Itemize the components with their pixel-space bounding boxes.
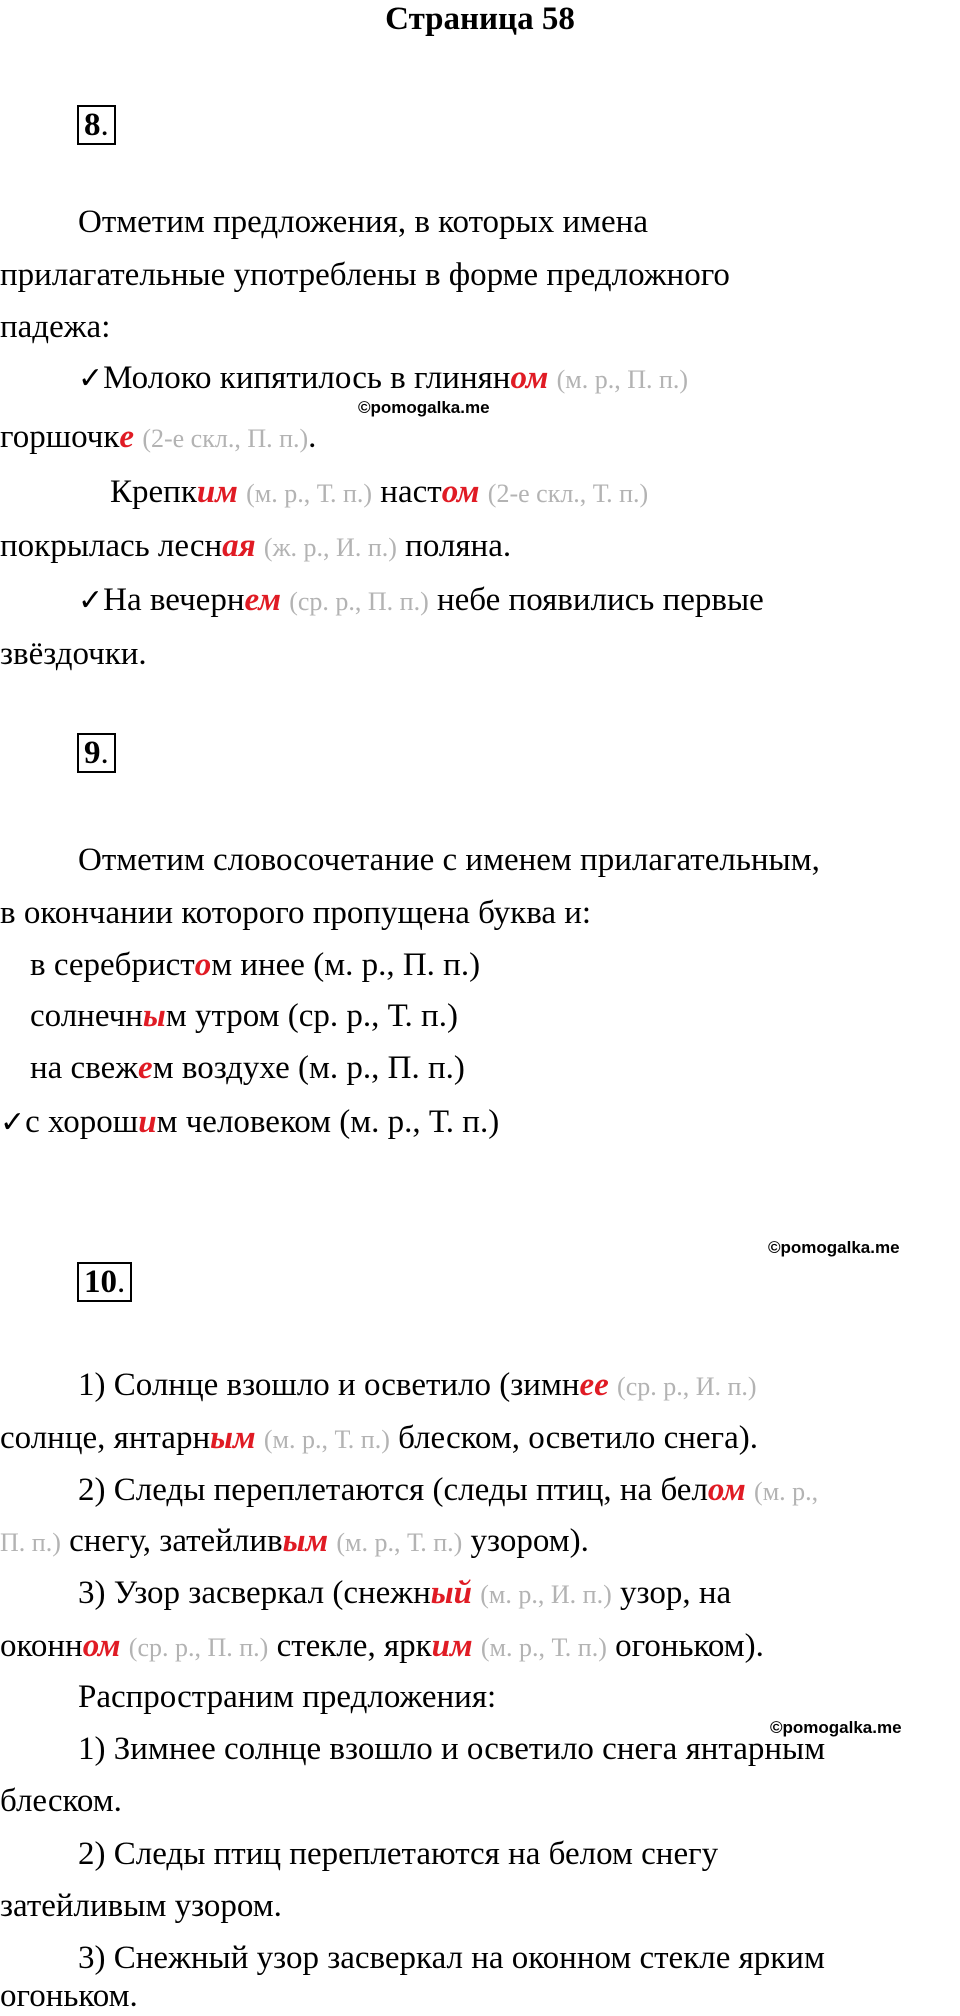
task-8-sentence-3-line-1: ✓На вечернем (ср. р., П. п.) небе появились первые [78,582,764,618]
task-10-line-10: 2) Следы птиц переплетаются на белом снегу [78,1836,719,1872]
task-10-line-5: 3) Узор засверкал (снежный (м. р., И. п.) узор, на [78,1575,732,1611]
task-9-option-3: на свежем воздухе (м. р., П. п.) [30,1050,465,1086]
grammar-note: (ср. р., П. п.) [128,1633,269,1662]
task-8-sentence-2-line-2: покрылась лесная (ж. р., И. п.) поляна. [0,528,512,564]
task-8-sentence-3-line-2: звёздочки. [0,636,147,672]
adjective-ending: ым [282,1523,329,1559]
grammar-note: (ср. р., И. п.) [617,1372,757,1401]
task-8-sentence-2-line-1: Крепким (м. р., Т. п.) настом (2-е скл., Т. п.) [110,474,649,510]
adjective-ending: ем [244,582,281,618]
adjective-ending: им [431,1628,473,1664]
task-10-line-13: огоньком. [0,1978,138,2014]
task-10-number-box: 10. [77,1262,132,1302]
grammar-note: (м. р., Т. п.) [263,1425,390,1454]
task-10-line-8: 1) Зимнее солнце взошло и осветило снега янтарным [78,1731,826,1767]
task-10-line-3: 2) Следы переплетаются (следы птиц, на белом (м. р., [78,1472,819,1508]
task-10-line-12: 3) Снежный узор засверкал на оконном стекле ярким [78,1940,825,1976]
grammar-note: (м. р., П. п.) [556,365,689,394]
adjective-ending: им [196,474,238,510]
checkmark-icon: ✓ [0,1105,26,1140]
grammar-note: П. п.) [0,1528,61,1557]
task-10-line-2: солнце, янтарным (м. р., Т. п.) блеском, осветило снега). [0,1420,758,1456]
task-10-line-4: П. п.) снегу, затейливым (м. р., Т. п.) узором). [0,1523,589,1559]
watermark: ©pomogalka.me [770,1718,902,1737]
watermark: ©pomogalka.me [768,1238,900,1257]
adjective-ending: ом [441,474,480,510]
grammar-note: (2-е скл., П. п.) [142,424,309,453]
grammar-note: (м. р., Т. п.) [246,479,373,508]
task-9-number: 9 [84,735,101,771]
task-8-number-box: 8. [77,105,116,145]
task-9-option-1: в серебристом инее (м. р., П. п.) [30,947,481,983]
task-10-line-11: затейливым узором. [0,1888,282,1924]
grammar-note: (ср. р., П. п.) [289,587,429,616]
adjective-ending: е [119,419,135,455]
grammar-note: (ж. р., И. п.) [263,533,397,562]
task-8-sentence-1-line-2: горшочке (2-е скл., П. п.). [0,419,317,455]
task-10-line-6: оконном (ср. р., П. п.) стекле, ярким (м. р., Т. п.) огоньком). [0,1628,764,1664]
adjective-ending: о [194,947,212,983]
page-title: Страница 58 [385,1,575,37]
adjective-ending: е [138,1050,153,1086]
task-9-intro-line-2: в окончании которого пропущена буква и: [0,895,592,931]
task-8-intro-line-1: Отметим предложения, в которых имена [78,204,648,240]
adjective-ending: и [138,1104,157,1140]
grammar-note: (м. р., [754,1477,819,1506]
task-10-line-7: Распространим предложения: [78,1679,497,1715]
grammar-note: (м. р., И. п.) [480,1580,612,1609]
task-9-number-box: 9. [77,733,116,773]
adjective-ending: ый [430,1575,473,1611]
task-8-intro-line-2: прилагательные употреблены в форме предложного [0,257,730,293]
adjective-ending: ая [222,528,256,564]
grammar-note: (м. р., Т. п.) [336,1528,463,1557]
grammar-note: (м. р., Т. п.) [480,1633,607,1662]
adjective-ending: ым [210,1420,256,1456]
checkmark-icon: ✓ [78,583,104,618]
task-8-number: 8 [84,107,101,143]
checkmark-icon: ✓ [78,361,104,396]
task-8-sentence-1-line-1: ✓Молоко кипятилось в глиняном (м. р., П. п.) [78,360,689,396]
task-10-number: 10 [84,1264,117,1300]
adjective-ending: ом [707,1472,746,1508]
adjective-ending: ы [142,998,166,1034]
task-9-intro-line-1: Отметим словосочетание с именем прилагательным, [78,842,820,878]
task-9-option-2: солнечным утром (ср. р., Т. п.) [30,998,458,1034]
adjective-ending: ом [510,360,549,396]
adjective-ending: ом [82,1628,121,1664]
task-10-line-1: 1) Солнце взошло и осветило (зимнее (ср. р., И. п.) [78,1367,757,1403]
grammar-note: (2-е скл., Т. п.) [487,479,649,508]
adjective-ending: ее [579,1367,609,1403]
watermark: ©pomogalka.me [358,398,490,417]
task-8-intro-line-3: падежа: [0,309,111,345]
task-9-option-4: ✓с хорошим человеком (м. р., Т. п.) [0,1104,500,1140]
task-10-line-9: блеском. [0,1783,122,1819]
